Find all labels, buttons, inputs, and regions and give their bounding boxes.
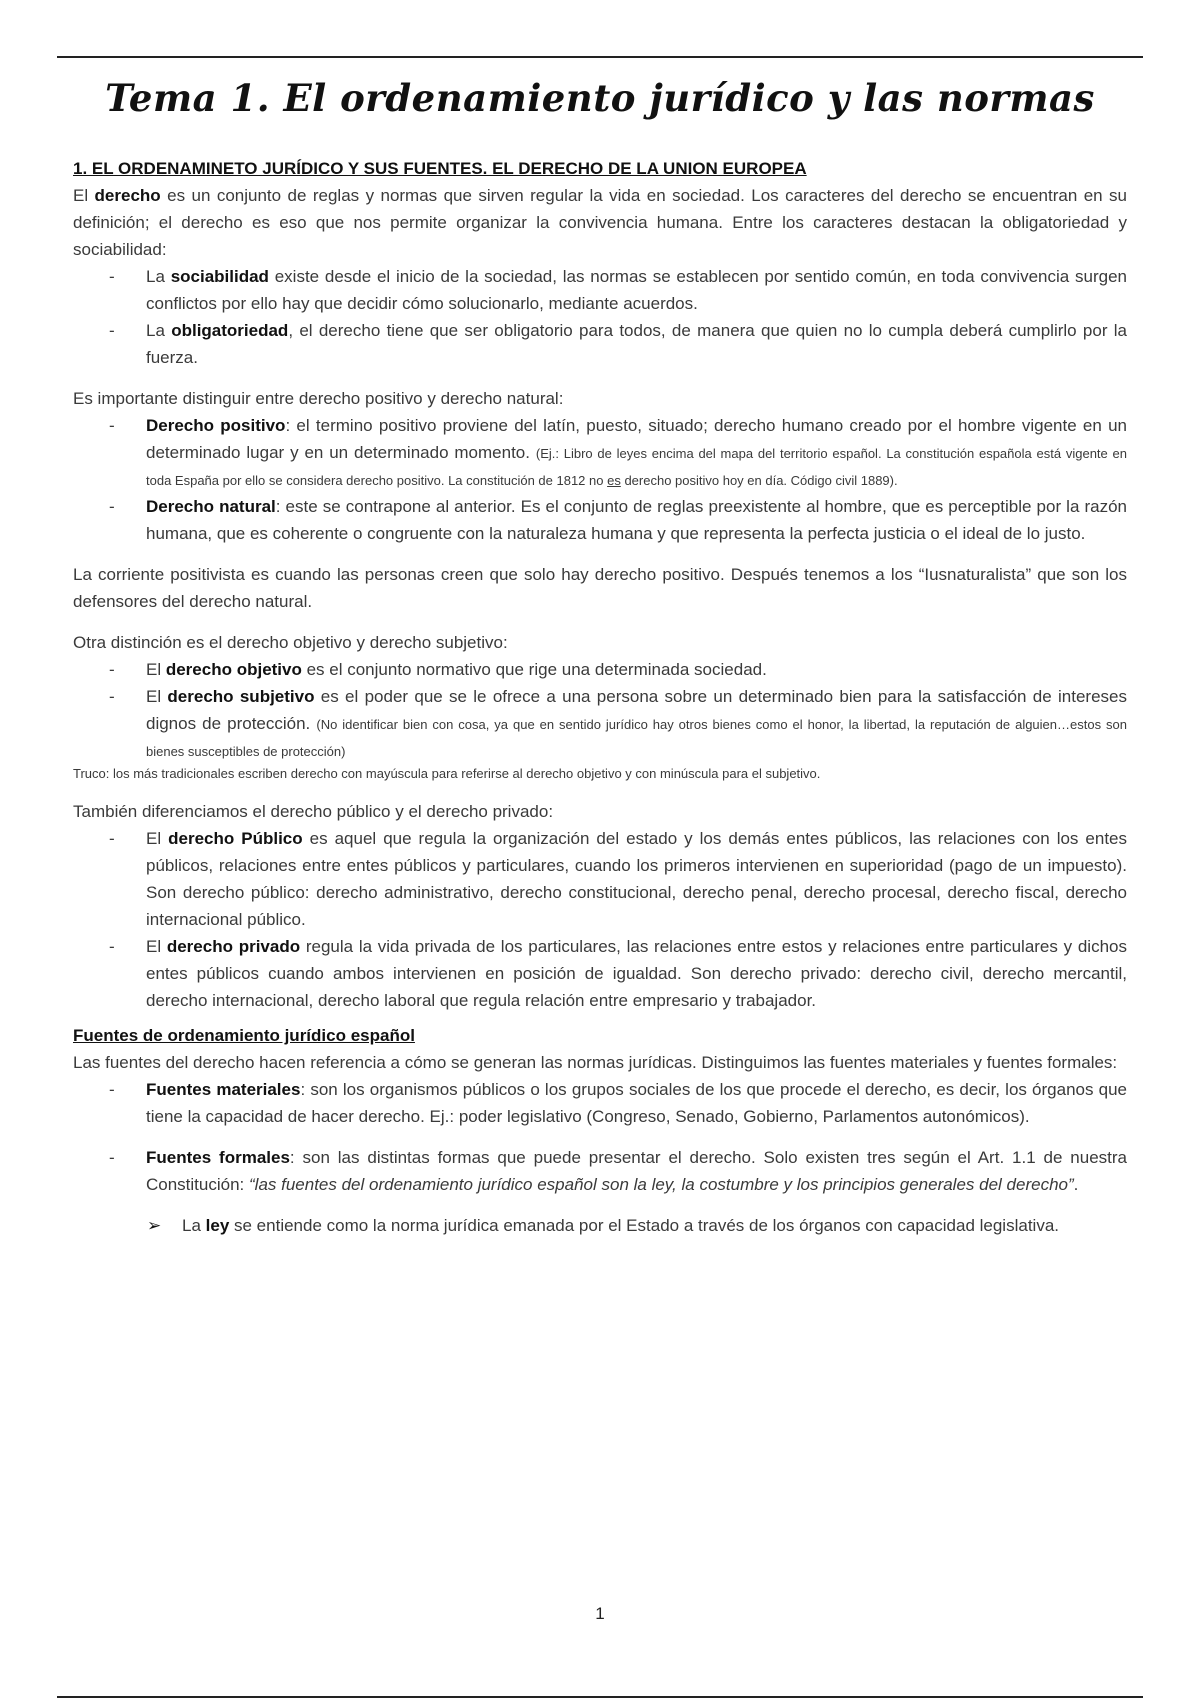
page-number: 1 <box>595 1604 605 1623</box>
list-item-derecho-positivo: - Derecho positivo: el termino positivo proviene del latín, puesto, situado; derecho humano creado por el hombre vigente en un determinado lugar y en un determinado momento. (Ej.: Libro de leyes encima del mapa del territorio español. La constitución española está vigente en toda España por ello se considera derecho positivo. La constitución de 1812 no es derecho positivo hoy en día. Código civil 1889). <box>73 412 1127 493</box>
page-title: Tema 1. El ordenamiento jurídico y las normas <box>105 76 1095 120</box>
truco-note: Truco: los más tradicionales escriben derecho con mayúscula para referirse al derecho objetivo y con minúscula para el subjetivo. <box>73 766 821 781</box>
sub-list-item-ley: ➢ La ley se entiende como la norma jurídica emanada por el Estado a través de los órganos con capacidad legislativa. <box>73 1212 1127 1239</box>
section-heading-fuentes: Fuentes de ordenamiento jurídico español <box>73 1026 415 1045</box>
paragraph-positivo-intro: Es importante distinguir entre derecho positivo y derecho natural: <box>73 389 564 408</box>
document-body <box>73 155 1127 1239</box>
list-item-derecho-natural: - Derecho natural: este se contrapone al anterior. Es el conjunto de reglas preexistente al hombre, que es perceptible por la razón humana, que es coherente o congruente con la naturaleza humana y que representa la perfecta justicia o el ideal de lo justo. <box>73 493 1127 547</box>
list-item-fuentes-materiales: - Fuentes materiales: son los organismos públicos o los grupos sociales de los que procede el derecho, es decir, los órganos que tiene la capacidad de hacer derecho. Ej.: poder legislativo (Congreso, Senado, Gobierno, Parlamentos autonómicos). <box>73 1076 1127 1130</box>
paragraph-objetivo-intro: Otra distinción es el derecho objetivo y derecho subjetivo: <box>73 633 508 652</box>
paragraph-derecho-intro: El derecho es un conjunto de reglas y normas que sirven regular la vida en sociedad. Los caracteres del derecho se encuentran en su definición; el derecho es eso que nos permite organizar la convivencia humana. Entre los caracteres destacan la obligatoriedad y sociabilidad: <box>73 186 1128 259</box>
list-item-derecho-publico: - El derecho Público es aquel que regula la organización del estado y los demás entes públicos, las relaciones con los entes públicos, relaciones entre entes públicos y particulares, cuando los primeros intervienen en superioridad (pago de un impuesto). Son derecho público: derecho administrativo, derecho constitucional, derecho penal, derecho procesal, derecho fiscal, derecho internacional público. <box>73 825 1127 933</box>
list-item-derecho-privado: - El derecho privado regula la vida privada de los particulares, las relaciones entre estos y relaciones entre particulares y dichos entes públicos cuando ambos intervienen en posición de igualdad. Son derecho privado: derecho civil, derecho mercantil, derecho internacional, derecho laboral que regula relación entre empresario y trabajador. <box>73 933 1127 1014</box>
list-item-obligatoriedad: - La obligatoriedad, el derecho tiene que ser obligatorio para todos, de manera que quien no lo cumpla deberá cumplirlo por la fuerza. <box>73 317 1127 371</box>
paragraph-fuentes-intro: Las fuentes del derecho hacen referencia a cómo se generan las normas jurídicas. Distinguimos las fuentes materiales y fuentes formales: <box>73 1053 1118 1072</box>
list-item-sociabilidad: - La sociabilidad existe desde el inicio de la sociedad, las normas se establecen por sentido común, en toda convivencia surgen conflictos por ello hay que decidir cómo solucionarlo, mediante acuerdos. <box>73 263 1127 317</box>
list-item-derecho-objetivo: - El derecho objetivo es el conjunto normativo que rige una determinada sociedad. <box>73 656 1127 683</box>
section-heading-1: 1. EL ORDENAMINETO JURÍDICO Y SUS FUENTES. EL DERECHO DE LA UNION EUROPEA <box>73 159 807 178</box>
top-rule <box>57 56 1143 58</box>
arrow-bullet-icon: ➢ <box>147 1216 162 1235</box>
list-item-derecho-subjetivo: - El derecho subjetivo es el poder que se le ofrece a una persona sobre un determinado bien para la satisfacción de intereses dignos de protección. (No identificar bien con cosa, ya que en sentido jurídico hay otros bienes como el honor, la libertad, la reputación de alguien…estos son bienes susceptibles de protección) <box>73 683 1127 764</box>
paragraph-positivista: La corriente positivista es cuando las personas creen que solo hay derecho positivo. Después tenemos a los “Iusnaturalista” que son los defensores del derecho natural. <box>73 565 1127 611</box>
list-item-fuentes-formales: - Fuentes formales: son las distintas formas que puede presentar el derecho. Solo existen tres según el Art. 1.1 de nuestra Constitución: “las fuentes del ordenamiento jurídico español son la ley, la costumbre y los principios generales del derecho”. <box>73 1144 1127 1198</box>
bottom-rule <box>57 1696 1143 1698</box>
paragraph-publico-intro: También diferenciamos el derecho público y el derecho privado: <box>73 802 554 821</box>
